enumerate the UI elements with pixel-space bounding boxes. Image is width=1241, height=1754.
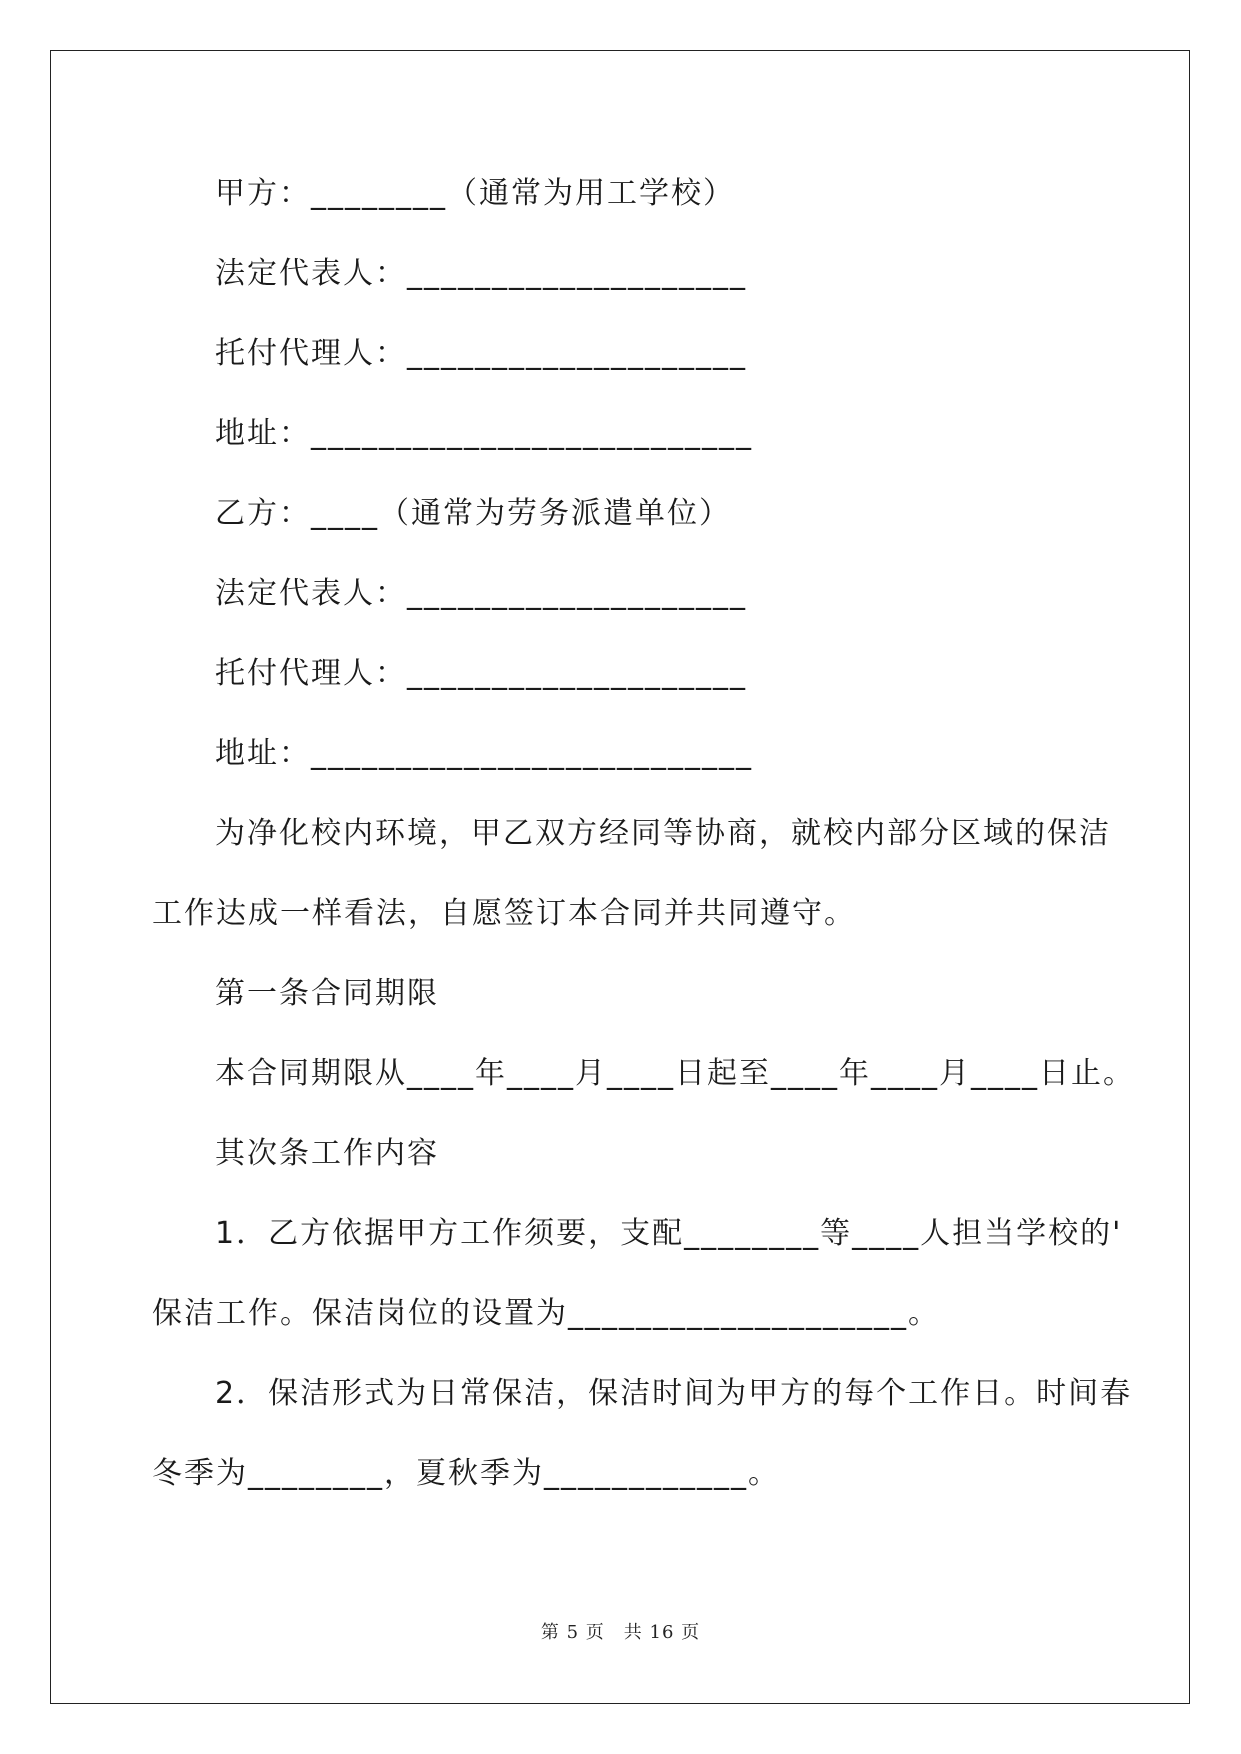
clause-1-line-2: 保洁工作。保洁岗位的设置为____________________。 <box>152 1296 940 1331</box>
page-number-footer: 第 5 页 共 16 页 <box>540 1622 701 1643</box>
party-b-agent: 托付代理人：____________________ <box>215 656 747 691</box>
party-b-line: 乙方：____（通常为劳务派遣单位） <box>215 496 731 531</box>
clause-2-line-1: 2．保洁形式为日常保洁，保洁时间为甲方的每个工作日。时间春 <box>215 1376 1133 1411</box>
party-b-representative: 法定代表人：____________________ <box>215 576 747 611</box>
party-a-line: 甲方：________（通常为用工学校） <box>215 176 735 211</box>
article-1-term: 本合同期限从____年____月____日起至____年____月____日止。 <box>215 1056 1135 1091</box>
clause-1-line-1: 1．乙方依据甲方工作须要，支配________等____人担当学校的' <box>215 1216 1123 1251</box>
article-2-heading: 其次条工作内容 <box>215 1136 439 1171</box>
clause-2-line-2: 冬季为________，夏秋季为____________。 <box>152 1456 780 1491</box>
party-a-representative: 法定代表人：____________________ <box>215 256 747 291</box>
article-1-heading: 第一条合同期限 <box>215 976 439 1011</box>
preamble-line-1: 为净化校内环境，甲乙双方经同等协商，就校内部分区域的保洁 <box>215 816 1111 851</box>
preamble-line-2: 工作达成一样看法，自愿签订本合同并共同遵守。 <box>152 896 856 931</box>
party-a-agent: 托付代理人：____________________ <box>215 336 747 371</box>
party-b-address: 地址：__________________________ <box>215 736 753 771</box>
party-a-address: 地址：__________________________ <box>215 416 753 451</box>
